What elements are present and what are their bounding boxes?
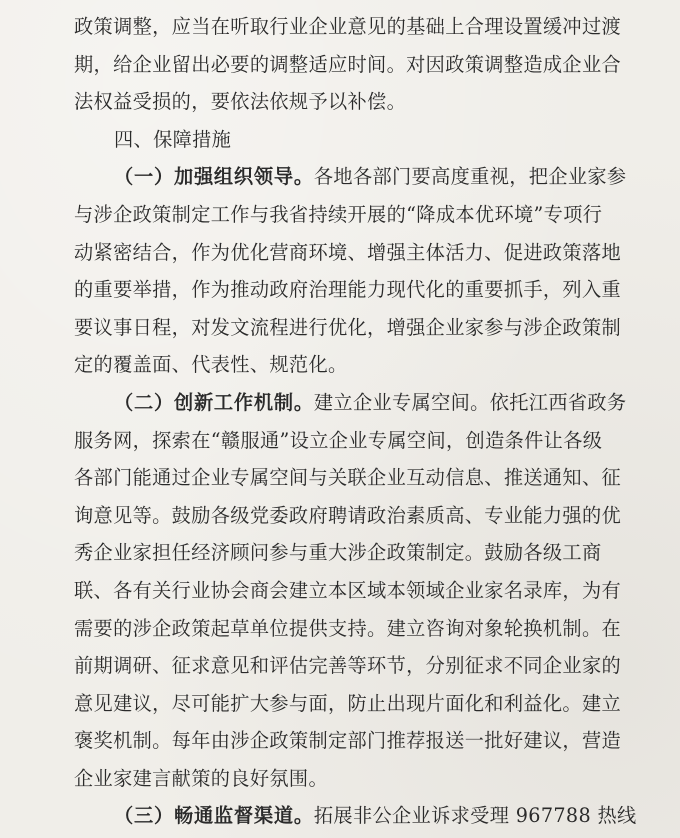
item-3-first-line-text: 拓展非公企业诉求受理 967788 热线: [313, 804, 637, 828]
item-2-line: 需要的涉企政策起草单位提供支持。建立咨询对象轮换机制。在: [74, 616, 622, 640]
item-2-line: 企业家建言献策的良好氛围。: [74, 766, 328, 790]
item-1-line: 动紧密结合，作为优化营商环境、增强主体活力、促进政策落地: [74, 240, 622, 264]
item-3-heading: （三）畅通监督渠道。: [114, 804, 314, 828]
item-1-heading: （一）加强组织领导。: [114, 165, 314, 189]
intro-line: 政策调整，应当在听取行业企业意见的基础上合理设置缓冲过渡: [74, 15, 622, 38]
item-3-first-line: [74, 797, 644, 835]
item-2-line: 服务网，探索在“赣服通”设立企业专属空间，创造条件让各级: [74, 428, 603, 452]
section-heading: 四、保障措施: [114, 127, 232, 151]
item-2-line: 秀企业家担任经济顾问参与重大涉企政策制定。鼓励各级工商: [74, 541, 602, 565]
item-1-line: 与涉企政策制定工作与我省持续开展的“降成本优环境”专项行: [74, 202, 603, 226]
item-2-line: 询意见等。鼓励各级党委政府聘请政治素质高、专业能力强的优: [74, 503, 622, 527]
intro-line: 期，给企业留出必要的调整适应时间。对因政策调整造成企业合: [74, 52, 622, 76]
item-1-line: 定的覆盖面、代表性、规范化。: [74, 353, 348, 377]
document-body: [74, 8, 644, 835]
item-2-first-line: [74, 384, 644, 422]
intro-line: 法权益受损的，要依法依规予以补偿。: [74, 90, 407, 114]
item-1-line: 要议事日程，对发文流程进行优化，增强企业家参与涉企政策制: [74, 315, 622, 339]
item-2-line: 褒奖机制。每年由涉企政策制定部门推荐报送一批好建议，营造: [74, 729, 622, 753]
item-1-first-line: [74, 158, 644, 196]
item-1-line: 的重要举措，作为推动政府治理能力现代化的重要抓手，列入重: [74, 278, 622, 302]
item-2-first-line-text: 建立企业专属空间。依托江西省政务: [313, 390, 627, 414]
item-2-line: 各部门能通过企业专属空间与关联企业互动信息、推送通知、征: [74, 466, 622, 490]
item-2-line: 意见建议，尽可能扩大参与面，防止出现片面化和利益化。建立: [74, 691, 622, 715]
item-2-line: 联、各有关行业协会商会建立本区域本领域企业家名录库，为有: [74, 578, 622, 602]
item-1-first-line-text: 各地各部门要高度重视，把企业家参: [313, 165, 627, 189]
item-2-line: 前期调研、征求意见和评估完善等环节，分别征求不同企业家的: [74, 654, 622, 678]
item-2-heading: （二）创新工作机制。: [114, 390, 314, 414]
